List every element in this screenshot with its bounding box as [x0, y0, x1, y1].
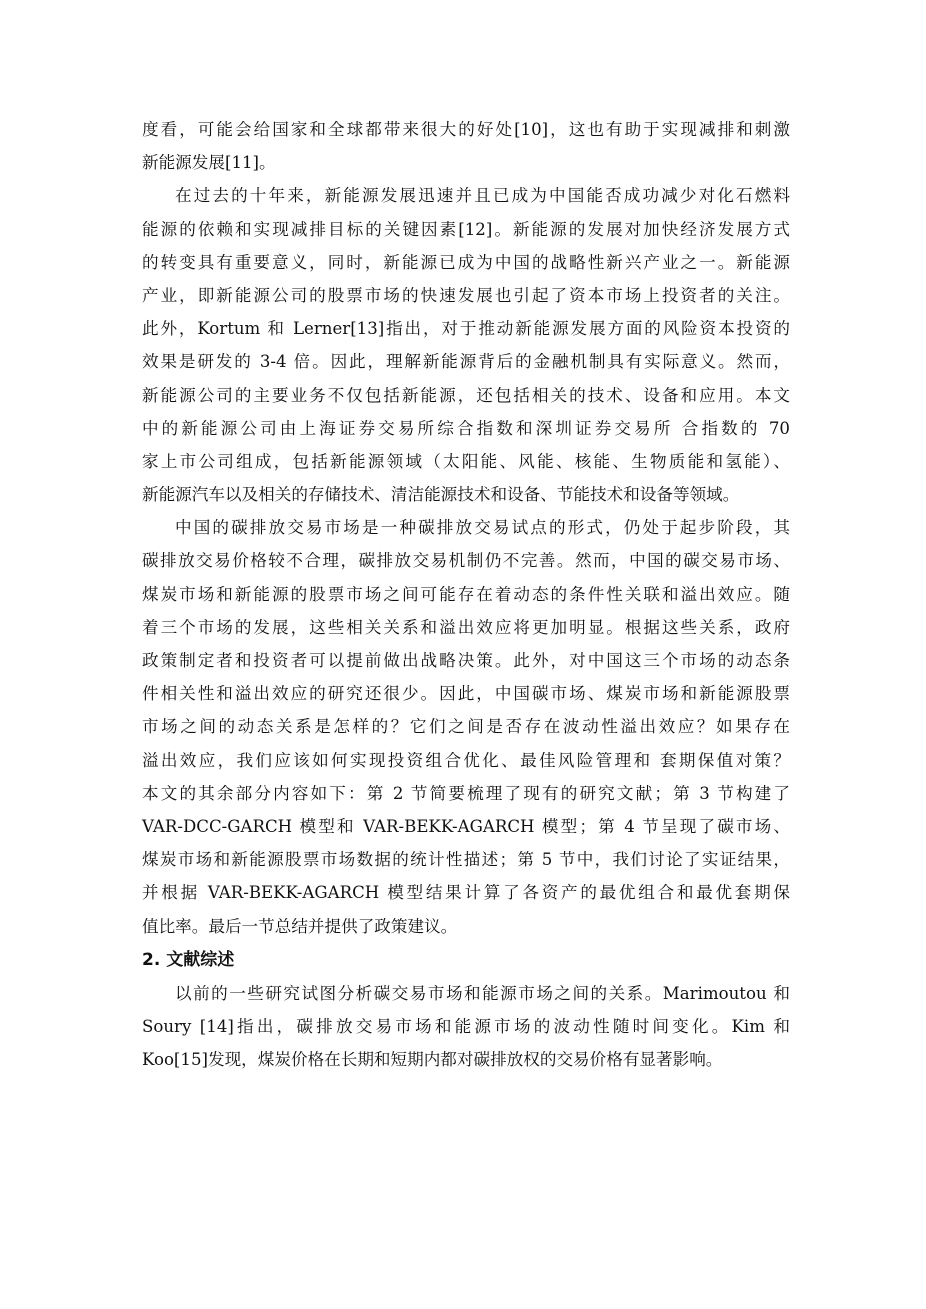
text-line: 效果是研发的 3-4 倍。因此，理解新能源背后的金融机制具有实际意义。然而， [142, 352, 790, 372]
paragraph-continuation [142, 113, 790, 179]
text-line: 新能源汽车以及相关的存储技术、清洁能源技术和设备、节能技术和设备等领域。 [142, 485, 740, 505]
text-line: 能源的依赖和实现减排目标的关键因素[12]。新能源的发展对加快经济发展方式 [142, 219, 790, 239]
text-line: Soury [14]指出，碳排放交易市场和能源市场的波动性随时间变化。Kim 和 [142, 1016, 790, 1036]
paragraph-new-energy [142, 179, 790, 511]
text-line: Koo[15]发现，煤炭价格在长期和短期内都对碳排放权的交易价格有显著影响。 [142, 1050, 723, 1070]
text-line: 此外，Kortum 和 Lerner[13]指出，对于推动新能源发展方面的风险资本投资的 [142, 319, 790, 339]
text-line: 中的新能源公司由上海证券交易所综合指数和深圳证券交易所 合指数的 70 [142, 418, 790, 438]
text-line: 度看，可能会给国家和全球都带来很大的好处[10]，这也有助于实现减排和刺激 [142, 120, 790, 139]
body-text [142, 113, 790, 1076]
text-line: 煤炭市场和新能源股票市场数据的统计性描述；第 5 节中，我们讨论了实证结果， [142, 850, 790, 870]
paragraph-carbon-market [142, 511, 790, 942]
text-line: 以前的一些研究试图分析碳交易市场和能源市场之间的关系。Marimoutou 和 [175, 983, 790, 1003]
text-line: 家上市公司组成，包括新能源领域（太阳能、风能、核能、生物质能和氢能）、 [142, 451, 790, 471]
section-heading: 2. 文献综述 [142, 949, 235, 970]
text-line: VAR-DCC-GARCH 模型和 VAR-BEKK-AGARCH 模型；第 4 节呈现了碳市场、 [142, 816, 790, 836]
text-line: 值比率。最后一节总结并提供了政策建议。 [142, 916, 458, 936]
text-line: 产业，即新能源公司的股票市场的快速发展也引起了资本市场上投资者的关注。 [142, 285, 790, 305]
text-line: 煤炭市场和新能源的股票市场之间可能存在着动态的条件性关联和溢出效应。随 [142, 584, 790, 604]
text-line: 并根据 VAR-BEKK-AGARCH 模型结果计算了各资产的最优组合和最优套期保 [142, 883, 790, 903]
text-line: 中国的碳排放交易市场是一种碳排放交易试点的形式，仍处于起步阶段，其 [175, 518, 790, 538]
text-line: 碳排放交易价格较不合理，碳排放交易机制仍不完善。然而，中国的碳交易市场、 [142, 551, 790, 571]
text-line: 新能源发展[11]。 [142, 153, 276, 173]
text-line: 本文的其余部分内容如下：第 2 节简要梳理了现有的研究文献；第 3 节构建了 [142, 783, 790, 803]
text-line: 的转变具有重要意义，同时，新能源已成为中国的战略性新兴产业之一。新能源 [142, 252, 790, 272]
text-line: 件相关性和溢出效应的研究还很少。因此，中国碳市场、煤炭市场和新能源股票 [142, 684, 790, 704]
text-line: 溢出效应，我们应该如何实现投资组合优化、最佳风险管理和 套期保值对策？ [142, 750, 790, 770]
text-line: 政策制定者和投资者可以提前做出战略决策。此外，对中国这三个市场的动态条 [142, 651, 790, 670]
text-line: 在过去的十年来，新能源发展迅速并且已成为中国能否成功减少对化石燃料 [175, 186, 790, 206]
text-line: 着三个市场的发展，这些相关关系和溢出效应将更加明显。根据这些关系，政府 [142, 617, 790, 637]
text-line: 市场之间的动态关系是怎样的？它们之间是否存在波动性溢出效应？如果存在 [142, 717, 790, 737]
text-line: 新能源公司的主要业务不仅包括新能源，还包括相关的技术、设备和应用。本文 [142, 385, 790, 405]
paragraph-literature-review [142, 977, 790, 1077]
